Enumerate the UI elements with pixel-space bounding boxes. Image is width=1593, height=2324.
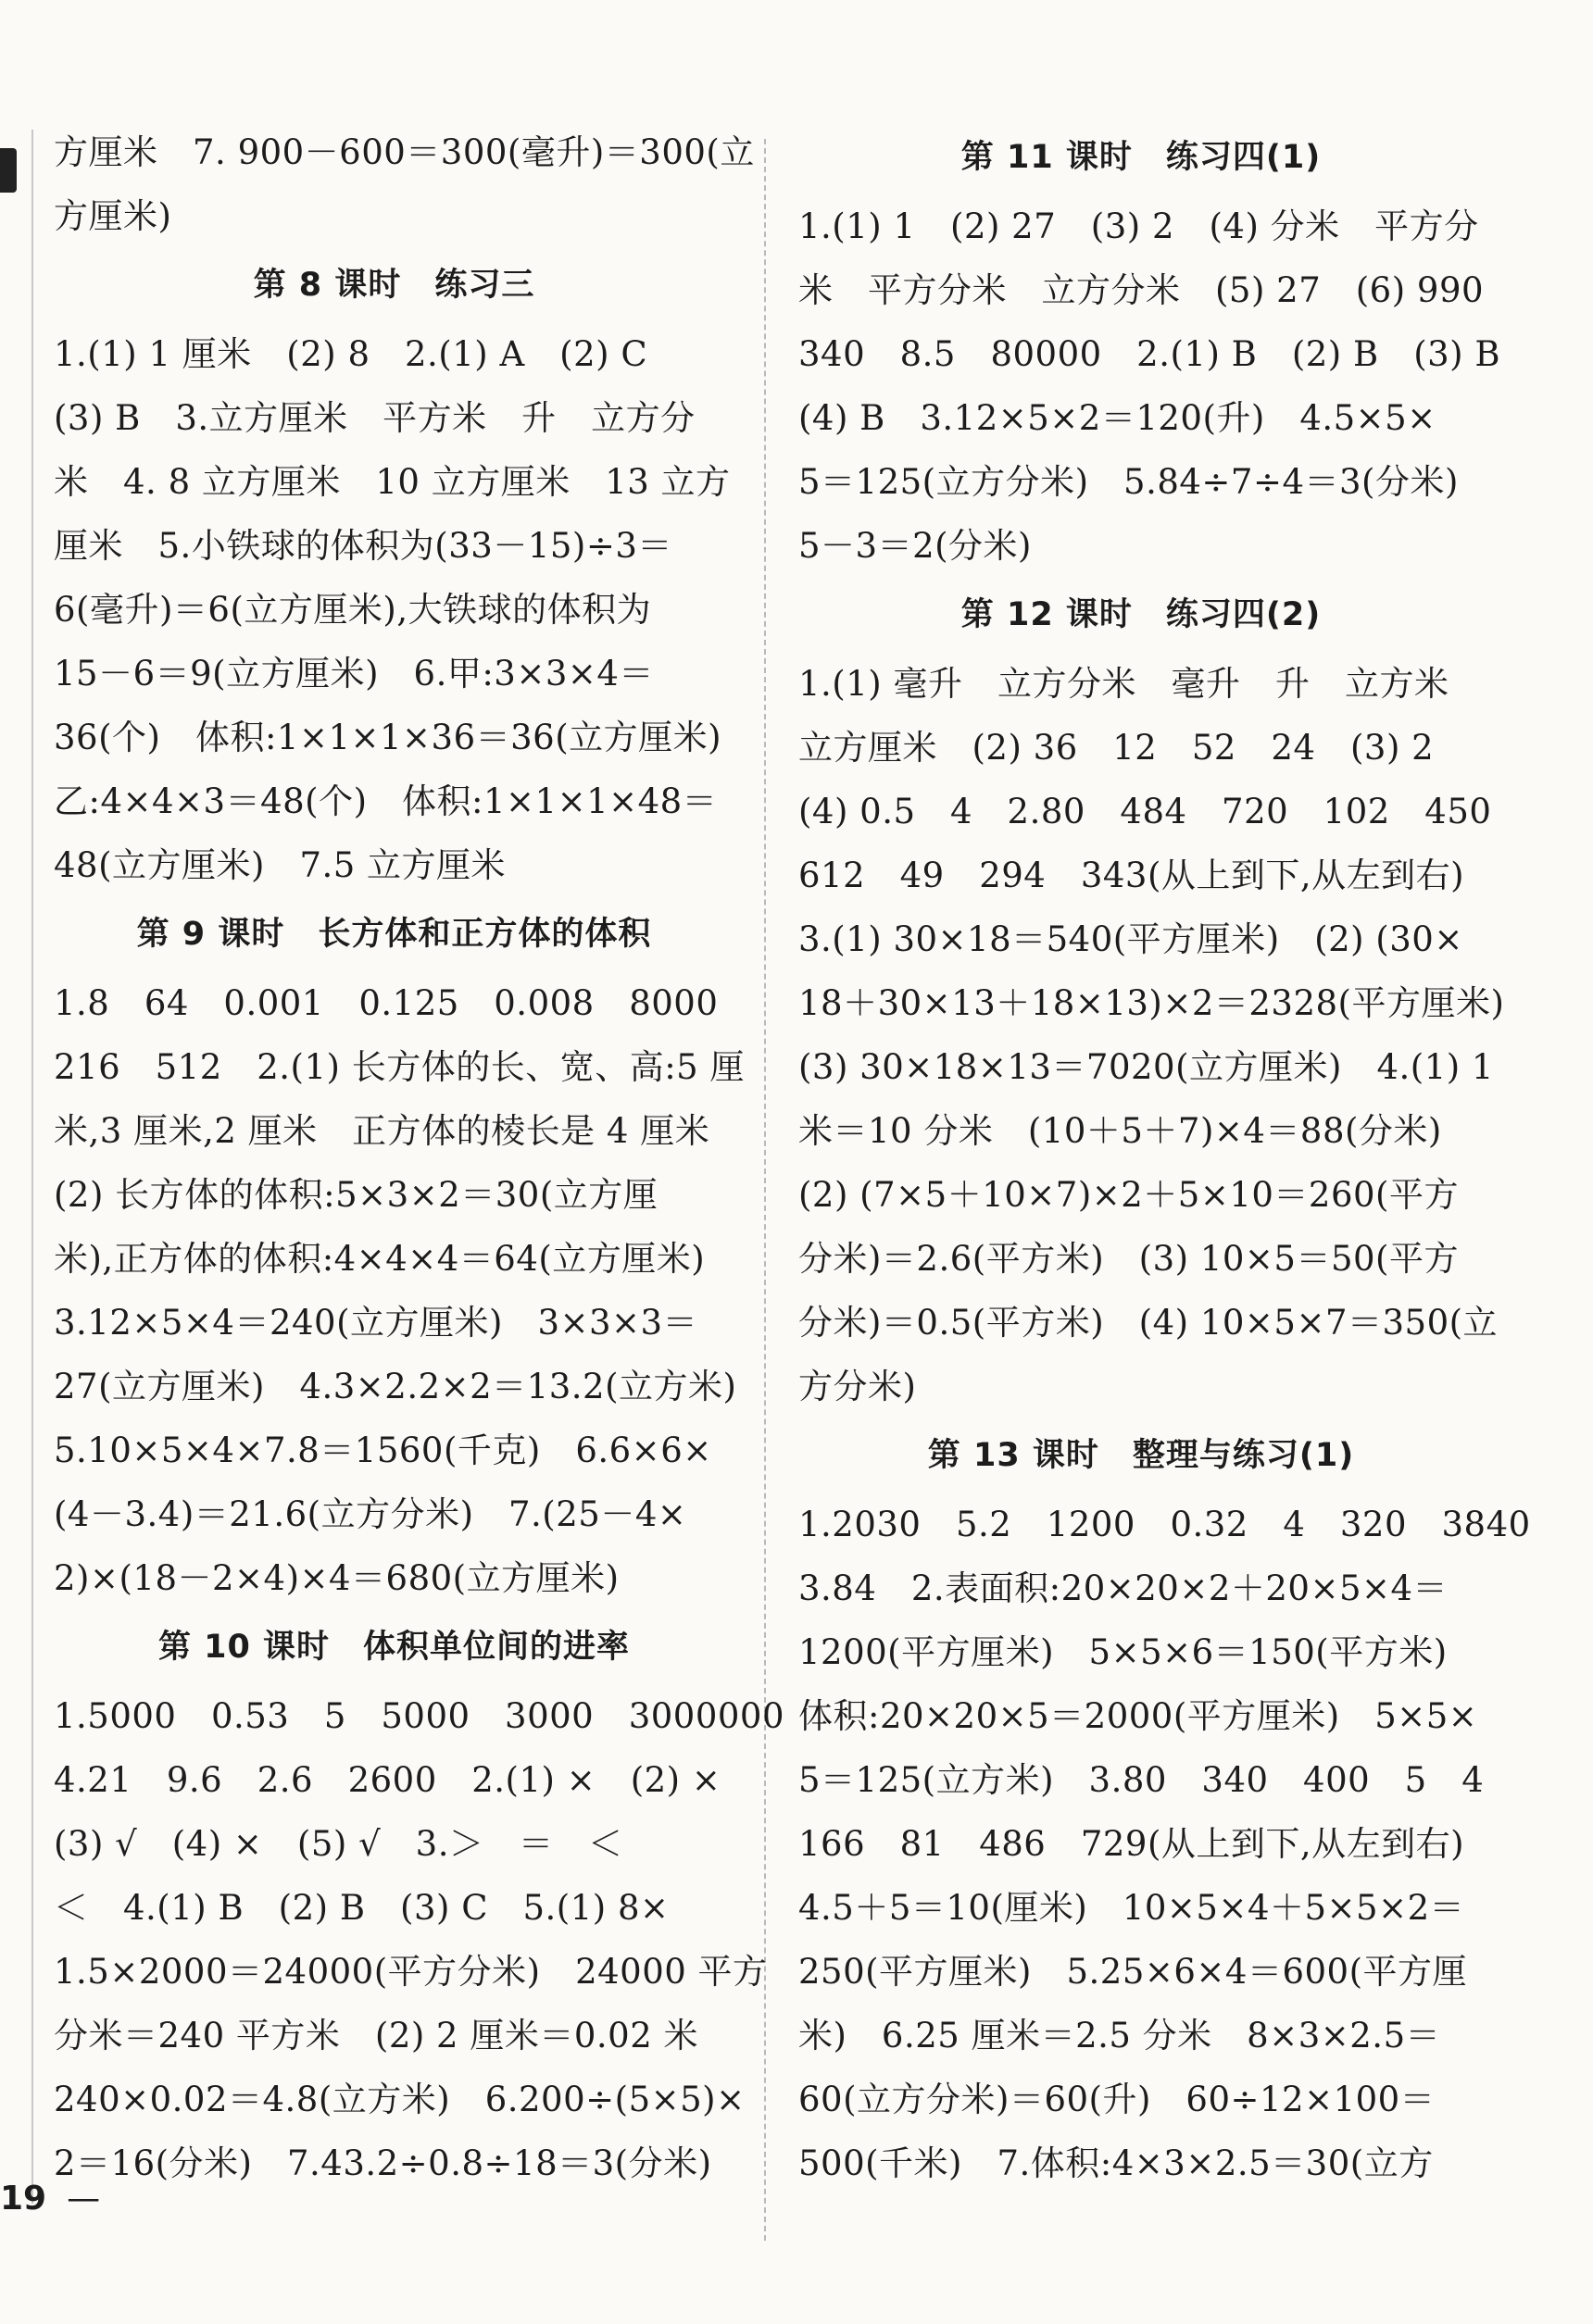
right-column: [798, 120, 1531, 2195]
text-line: 36(个) 体积:1×1×1×36＝36(立方厘米): [54, 718, 722, 757]
text-line: 米,3 厘米,2 厘米 正方体的棱长是 4 厘米: [54, 1111, 710, 1151]
text-line: 米 平方分米 立方分米 (5) 27 (6) 990: [798, 270, 1485, 310]
text-line: 27(立方厘米) 4.3×2.2×2＝13.2(立方米): [54, 1367, 737, 1406]
section-title-lesson-9: 第 9 课时 长方体和正方体的体积: [136, 916, 652, 953]
text-line: (4) 0.5 4 2.80 484 720 102 450: [798, 792, 1492, 831]
text-line: 米),正方体的体积:4×4×4＝64(立方厘米): [54, 1239, 706, 1279]
text-line: 18＋30×13＋18×13)×2＝2328(平方厘米): [798, 983, 1505, 1023]
page-edge-tab: [0, 148, 17, 193]
text-line: 6(毫升)＝6(立方厘米),大铁球的体积为: [54, 590, 652, 630]
text-line: 分米＝240 平方米 (2) 2 厘米＝0.02 米: [54, 2016, 698, 2055]
text-line: 1.(1) 1 (2) 27 (3) 2 (4) 分米 平方分: [798, 206, 1479, 246]
text-line: 乙:4×4×3＝48(个) 体积:1×1×1×48＝: [54, 781, 718, 821]
text-line: 米) 6.25 厘米＝2.5 分米 8×3×2.5＝: [798, 2016, 1441, 2055]
text-line: 3.12×5×4＝240(立方厘米) 3×3×3＝: [54, 1303, 698, 1343]
text-line: 立方厘米 (2) 36 12 52 24 (3) 2: [798, 728, 1435, 768]
text-line: 米 4. 8 立方厘米 10 立方厘米 13 立方: [54, 462, 731, 502]
text-line: 500(千米) 7.体积:4×3×2.5＝30(立方: [798, 2143, 1434, 2183]
text-line: 分米)＝0.5(平方米) (4) 10×5×7＝350(立: [798, 1303, 1499, 1343]
text-line: 240×0.02＝4.8(立方米) 6.200÷(5×5)×: [54, 2080, 746, 2119]
text-line: 5＝125(立方米) 3.80 340 400 5 4: [798, 1760, 1485, 1800]
text-line: (4) B 3.12×5×2＝120(升) 4.5×5×: [798, 398, 1436, 438]
left-column: [54, 120, 784, 2195]
section-title-lesson-13: 第 13 课时 整理与练习(1): [927, 1437, 1355, 1474]
text-line: (3) B 3.立方厘米 平方米 升 立方分: [54, 398, 696, 438]
text-line: 612 49 294 343(从上到下,从左到右): [798, 856, 1465, 895]
text-line: 1.2030 5.2 1200 0.32 4 320 3840: [798, 1505, 1531, 1544]
text-line: 60(立方分米)＝60(升) 60÷12×100＝: [798, 2080, 1436, 2119]
text-line: 3.84 2.表面积:20×20×2＋20×5×4＝: [798, 1568, 1449, 1608]
text-line: 体积:20×20×5＝2000(平方厘米) 5×5×: [798, 1696, 1478, 1736]
text-line: 250(平方厘米) 5.25×6×4＝600(平方厘: [798, 1952, 1468, 1992]
page-number: 19: [0, 2180, 47, 2218]
text-line: (3) 30×18×13＝7020(立方厘米) 4.(1) 1: [798, 1047, 1494, 1087]
text-line: 1.8 64 0.001 0.125 0.008 8000: [54, 983, 719, 1023]
column-divider: [764, 139, 766, 2241]
text-line: 1.5×2000＝24000(平方分米) 24000 平方: [54, 1952, 768, 1992]
text-line: 4.21 9.6 2.6 2600 2.(1) × (2) ×: [54, 1760, 721, 1800]
text-line: 1.5000 0.53 5 5000 3000 3000000: [54, 1696, 784, 1736]
footer-dash: —: [67, 2180, 101, 2218]
section-title-lesson-12: 第 12 课时 练习四(2): [960, 596, 1322, 633]
text-line: (2) 长方体的体积:5×3×2＝30(立方厘: [54, 1175, 659, 1215]
text-line: 5.10×5×4×7.8＝1560(千克) 6.6×6×: [54, 1431, 712, 1470]
text-line: 2)×(18－2×4)×4＝680(立方厘米): [54, 1558, 620, 1598]
text-line: 5＝125(立方分米) 5.84÷7÷4＝3(分米): [798, 462, 1459, 502]
text-line: 48(立方厘米) 7.5 立方厘米: [54, 845, 507, 885]
text-line: 15－6＝9(立方厘米) 6.甲:3×3×4＝: [54, 654, 654, 693]
text-line: ＜ 4.(1) B (2) B (3) C 5.(1) 8×: [54, 1888, 670, 1928]
section-title-lesson-8: 第 8 课时 练习三: [253, 267, 535, 304]
margin-rule: [31, 130, 33, 2204]
section-title-lesson-10: 第 10 课时 体积单位间的进率: [157, 1629, 631, 1666]
text-line: 340 8.5 80000 2.(1) B (2) B (3) B: [798, 334, 1501, 374]
text-line: 2＝16(分米) 7.43.2÷0.8÷18＝3(分米): [54, 2143, 712, 2183]
text-line: 分米)＝2.6(平方米) (3) 10×5＝50(平方: [798, 1239, 1459, 1279]
text-line: 166 81 486 729(从上到下,从左到右): [798, 1824, 1465, 1864]
section-title-lesson-11: 第 11 课时 练习四(1): [960, 139, 1322, 176]
text-line: 3.(1) 30×18＝540(平方厘米) (2) (30×: [798, 919, 1463, 959]
page-footer: [0, 2171, 100, 2227]
text-line: 方分米): [798, 1367, 917, 1406]
text-line: (2) (7×5＋10×7)×2＋5×10＝260(平方: [798, 1175, 1459, 1215]
text-line: 1.(1) 1 厘米 (2) 8 2.(1) A (2) C: [54, 334, 648, 374]
text-line: 方厘米): [54, 196, 172, 236]
text-line: 1200(平方厘米) 5×5×6＝150(平方米): [798, 1632, 1448, 1672]
text-line: 216 512 2.(1) 长方体的长、宽、高:5 厘: [54, 1047, 745, 1087]
text-line: (3) √ (4) × (5) √ 3.＞ ＝ ＜: [54, 1824, 623, 1864]
text-line: 4.5＋5＝10(厘米) 10×5×4＋5×5×2＝: [798, 1888, 1465, 1928]
text-line: 1.(1) 毫升 立方分米 毫升 升 立方米: [798, 664, 1449, 704]
text-line: 米＝10 分米 (10＋5＋7)×4＝88(分米): [798, 1111, 1442, 1151]
text-line: 5－3＝2(分米): [798, 526, 1032, 566]
text-line: 厘米 5.小铁球的体积为(33－15)÷3＝: [54, 526, 672, 566]
text-line: 方厘米 7. 900－600＝300(毫升)＝300(立: [54, 132, 755, 172]
text-line: (4－3.4)＝21.6(立方分米) 7.(25－4×: [54, 1494, 687, 1534]
